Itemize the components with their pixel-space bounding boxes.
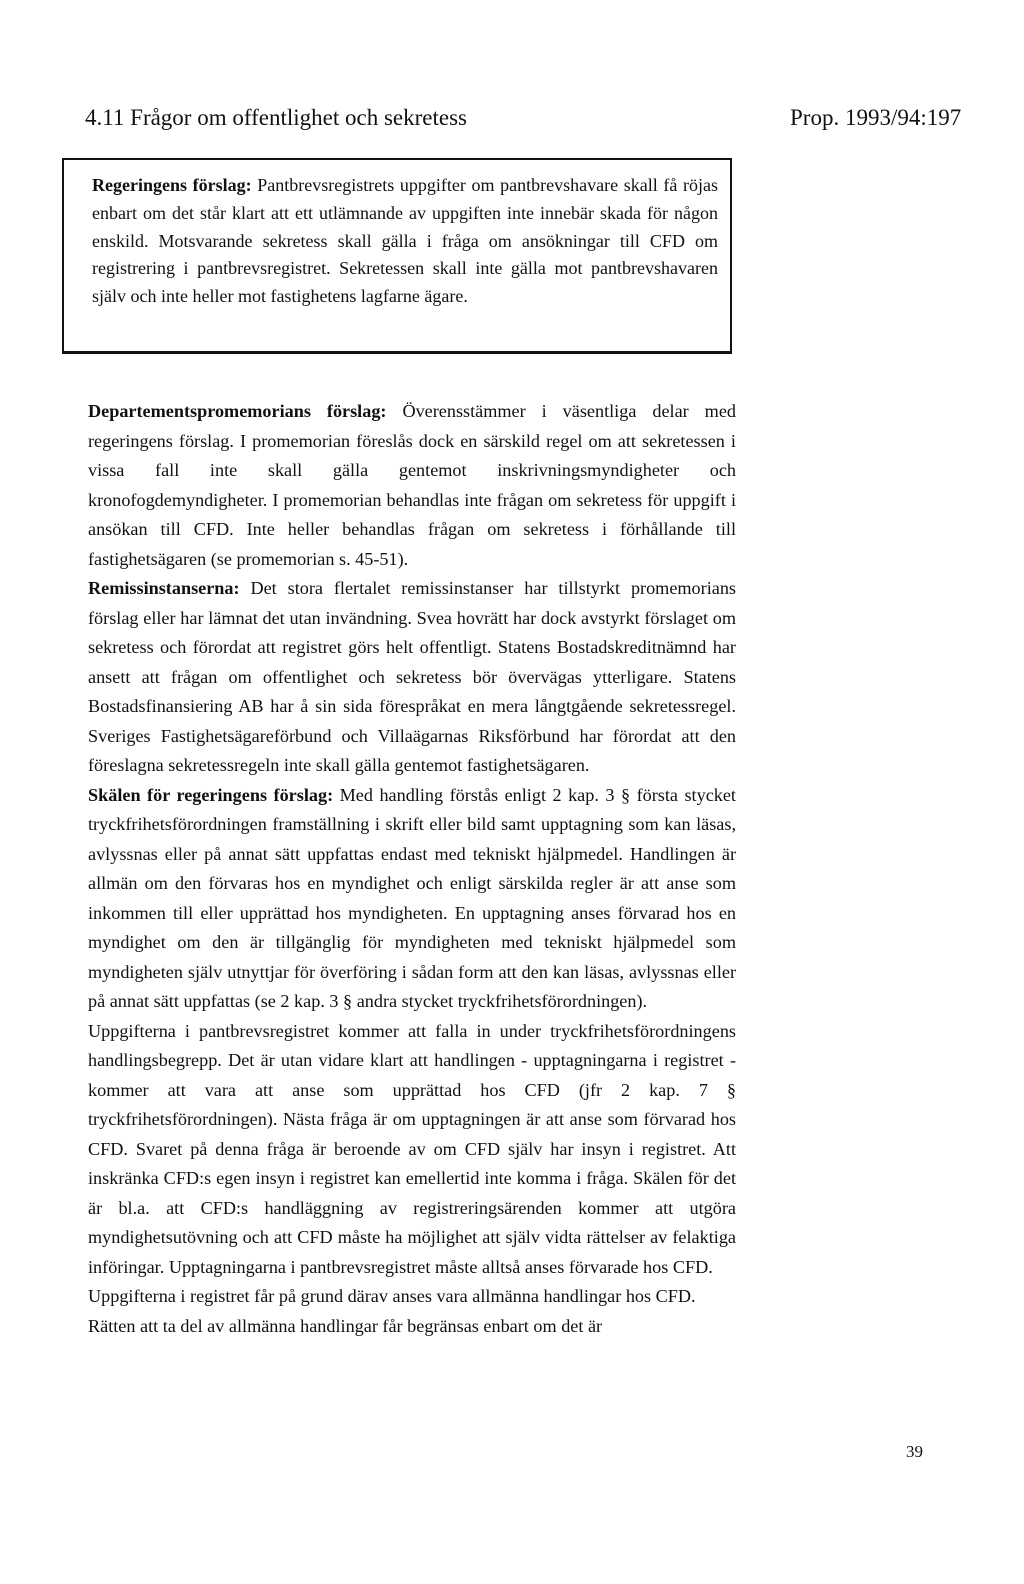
paragraph-remissinstanserna (88, 574, 736, 781)
paragraph-allmanna-handlingar (88, 1282, 736, 1312)
proposal-box-label: Regeringens förslag: (92, 175, 252, 195)
paragraph-text: Uppgifterna i registret får på grund därav anses vara allmänna handlingar hos CFD. (88, 1286, 696, 1306)
proposal-box-body: Pantbrevsregistrets uppgifter om pantbrevshavare skall få röjas enbart om det står klart att ett utlämnande av uppgiften inte innebär skada för någon enskild. Motsvarande sekretess skall gälla i fråga om ansökningar till CFD om registrering i pantbrevsregistret. Sekretessen skall inte gälla mot pantbrevshavaren själv och inte heller mot fastighetens lagfarne ägare. (92, 175, 719, 307)
paragraph-label: Remissinstanserna: (88, 578, 240, 598)
paragraph-text: Överensstämmer i väsentliga delar med regeringens förslag. I promemorian föreslås dock en särskild regel om att sekretessen i vissa fall inte skall gälla gentemot inskrivningsmyndigheter och kronofogdemyndigheter. I promemorian behandlas inte frågan om sekretess för uppgift i ansökan till CFD. Inte heller behandlas frågan om sekretess i förhållande till fastighetsägaren (se promemorian s. 45-51). (88, 401, 736, 569)
section-title: 4.11 Frågor om offentlighet och sekretess (85, 105, 467, 130)
proposal-box-text (92, 172, 718, 311)
paragraph-skalen (88, 781, 736, 1017)
paragraph-label: Departementspromemorians förslag: (88, 401, 387, 421)
proposal-box (62, 158, 732, 354)
paragraph-label: Skälen för regeringens förslag: (88, 784, 334, 805)
document-reference: Prop. 1993/94:197 (790, 105, 962, 130)
paragraph-text: Det stora flertalet remissinstanser har tillstyrkt promemorians förslag eller har lämnat det utan invändning. Svea hovrätt har dock avstyrkt förslaget om sekretess och förordat att registret görs helt offentligt. Statens Bostadskreditnämnd har ansett att frågan om offentlighet och sekretess bör övervägas ytterligare. Statens Bostadsfinansiering AB har å sin sida förespråkat en mera långtgående sekretessregel. Sveriges Fastighetsägareförbund och Villaägarnas Riksförbund har förordat att den föreslagna sekretessregeln inte skall gälla gentemot fastighetsägaren. (88, 578, 736, 775)
paragraph-text: Rätten att ta del av allmänna handlingar får begränsas enbart om det är (88, 1315, 603, 1336)
paragraph-text: Med handling förstås enligt 2 kap. 3 § första stycket tryckfrihetsförordningen framställning i skrift eller bild samt upptagning som kan läsas, avlyssnas eller på annat sätt uppfattas endast med tekniskt hjälpmedel. Handlingen är allmän om den förvaras hos en myndighet och enligt särskilda regler är att anse som inkommen till eller upprättad hos myndigheten. En upptagning anses förvarad hos en myndighet om den är tillgänglig för myndigheten med tekniskt hjälpmedel som myndigheten själv utnyttjar för överföring i sådan form att den kan läsas, avlyssnas eller på annat sätt uppfattas (se 2 kap. 3 § andra stycket tryckfrihetsförordningen). (88, 784, 736, 1011)
paragraph-departementspromemoria (88, 397, 736, 574)
paragraph-uppgifterna (88, 1017, 736, 1283)
page-number: 39 (906, 1442, 923, 1461)
paragraph-ratten (88, 1312, 736, 1342)
paragraph-text: Uppgifterna i pantbrevsregistret kommer att falla in under tryckfrihetsförordningens handlingsbegrepp. Det är utan vidare klart att handlingen - upptagningarna i registret - kommer att vara att anse som upprättad hos CFD (jfr 2 kap. 7 § tryckfrihetsförordningen). Nästa fråga är om upptagningen är att anse som förvarad hos CFD. Svaret på denna fråga är beroende av om CFD själv har insyn i registret. Att inskränka CFD:s egen insyn i registret kan emellertid inte komma i fråga. Skälen för det är bl.a. att CFD:s handläggning av registreringsärenden kommer att utgöra myndighetsutövning och att CFD måste ha möjlighet att själv vidta rättelser av felaktiga införingar. Upptagningarna i pantbrevsregistret måste alltså anses förvarade hos CFD. (88, 1020, 736, 1277)
main-text (88, 397, 736, 1341)
